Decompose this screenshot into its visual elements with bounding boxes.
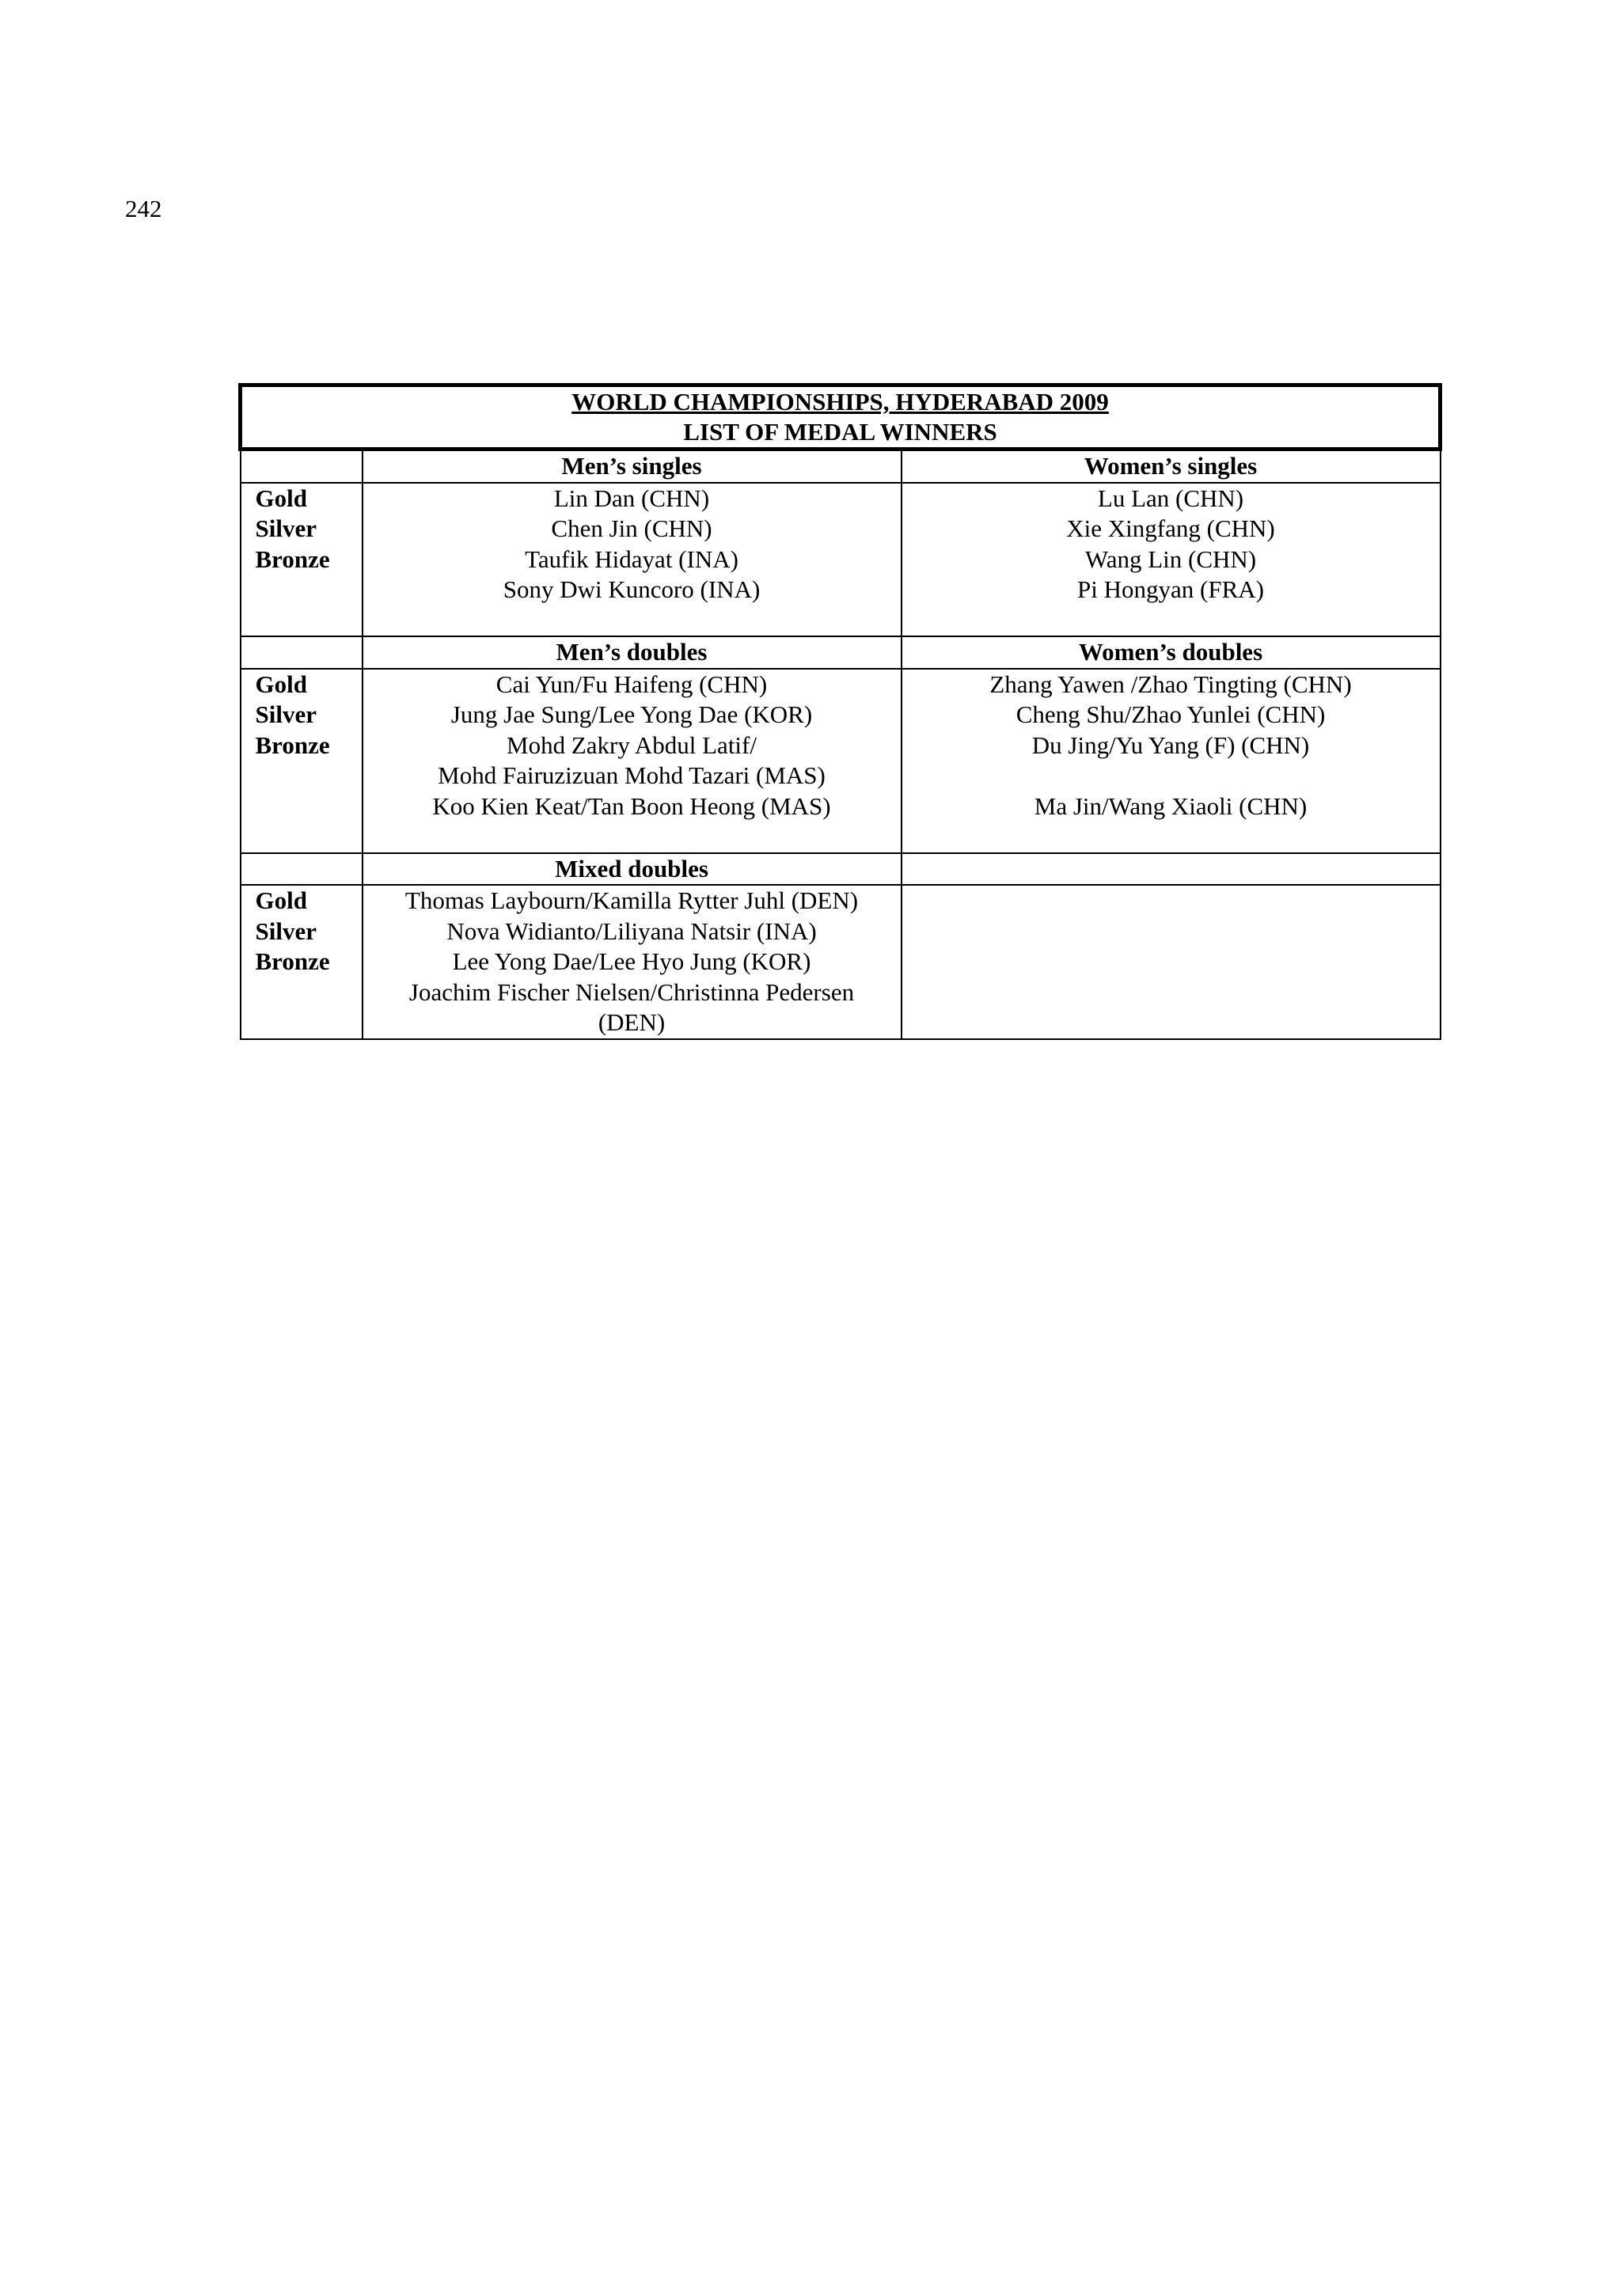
empty-header-cell — [241, 450, 363, 483]
table-subtitle: LIST OF MEDAL WINNERS — [683, 418, 997, 446]
winners-list — [363, 885, 902, 1039]
winners-list — [363, 669, 902, 853]
winner-entry: Du Jing/Yu Yang (F) (CHN) — [1031, 731, 1310, 759]
winners-list — [902, 483, 1441, 637]
section-winners-row — [241, 669, 1441, 853]
winner-entry: Lin Dan (CHN) — [553, 484, 710, 512]
spacer — [363, 605, 901, 636]
section-header-row — [241, 636, 1441, 669]
section-winners-row — [241, 885, 1441, 1039]
winner-entry: Jung Jae Sung/Lee Yong Dae (KOR) — [450, 700, 813, 728]
winner-entry: Ma Jin/Wang Xiaoli (CHN) — [1034, 791, 1308, 820]
medal-label-gold: Gold — [255, 886, 307, 914]
table-title-cell — [241, 385, 1441, 450]
empty-header-cell — [241, 636, 363, 669]
empty-winners-cell — [902, 885, 1441, 1039]
event-header: Men’s singles — [363, 450, 902, 483]
medal-labels — [241, 669, 363, 853]
winners-list — [902, 669, 1441, 853]
winner-entry: Lee Yong Dae/Lee Hyo Jung (KOR) — [452, 947, 811, 975]
winner-entry: Mohd Zakry Abdul Latif/ — [507, 731, 757, 759]
winner-entry: Chen Jin (CHN) — [551, 514, 712, 542]
spacer — [363, 822, 901, 852]
winner-entry: Wang Lin (CHN) — [1084, 545, 1257, 573]
event-header: Mixed doubles — [363, 853, 902, 886]
winner-entry: Pi Hongyan (FRA) — [1077, 575, 1264, 603]
winner-entry: Xie Xingfang (CHN) — [1066, 514, 1275, 542]
spacer — [902, 605, 1440, 636]
medal-label-bronze: Bronze — [255, 731, 330, 759]
event-header: Women’s singles — [902, 450, 1441, 483]
medal-label-silver: Silver — [255, 514, 317, 542]
event-header: Women’s doubles — [902, 636, 1441, 669]
winner-entry: Cai Yun/Fu Haifeng (CHN) — [495, 670, 768, 698]
medal-winners-table — [238, 383, 1442, 1040]
medal-label-bronze: Bronze — [255, 947, 330, 975]
medal-label-silver: Silver — [255, 917, 317, 945]
winner-entry: Cheng Shu/Zhao Yunlei (CHN) — [1015, 700, 1326, 728]
winner-entry: Mohd Fairuzizuan Mohd Tazari (MAS) — [438, 761, 826, 789]
winner-entry: Nova Widianto/Liliyana Natsir (INA) — [446, 917, 817, 945]
medal-labels — [241, 483, 363, 637]
winner-entry: Zhang Yawen /Zhao Tingting (CHN) — [989, 670, 1352, 698]
winner-entry: Sony Dwi Kuncoro (INA) — [503, 575, 761, 603]
section-header-row — [241, 450, 1441, 483]
medal-labels — [241, 885, 363, 1039]
medal-label-gold: Gold — [255, 670, 307, 698]
winners-list — [363, 483, 902, 637]
winner-entry: Lu Lan (CHN) — [1097, 484, 1244, 512]
winner-entry: Joachim Fischer Nielsen/Christinna Pedersen — [408, 977, 855, 1006]
section-header-row — [241, 853, 1441, 886]
event-header: Men’s doubles — [363, 636, 902, 669]
page-number: 242 — [125, 195, 162, 222]
section-winners-row — [241, 483, 1441, 637]
spacer — [902, 761, 1440, 791]
medal-label-bronze: Bronze — [255, 545, 330, 573]
winner-entry: (DEN) — [598, 1008, 666, 1036]
winner-entry: Koo Kien Keat/Tan Boon Heong (MAS) — [432, 791, 831, 820]
empty-header-cell — [241, 853, 363, 886]
table-title: WORLD CHAMPIONSHIPS, HYDERABAD 2009 — [571, 388, 1109, 416]
winner-entry: Taufik Hidayat (INA) — [525, 545, 738, 573]
empty-header-cell — [902, 853, 1441, 886]
medal-label-gold: Gold — [255, 484, 307, 512]
table-title-row — [241, 385, 1441, 450]
winner-entry: Thomas Laybourn/Kamilla Rytter Juhl (DEN) — [404, 886, 859, 914]
medal-label-silver: Silver — [255, 700, 317, 728]
